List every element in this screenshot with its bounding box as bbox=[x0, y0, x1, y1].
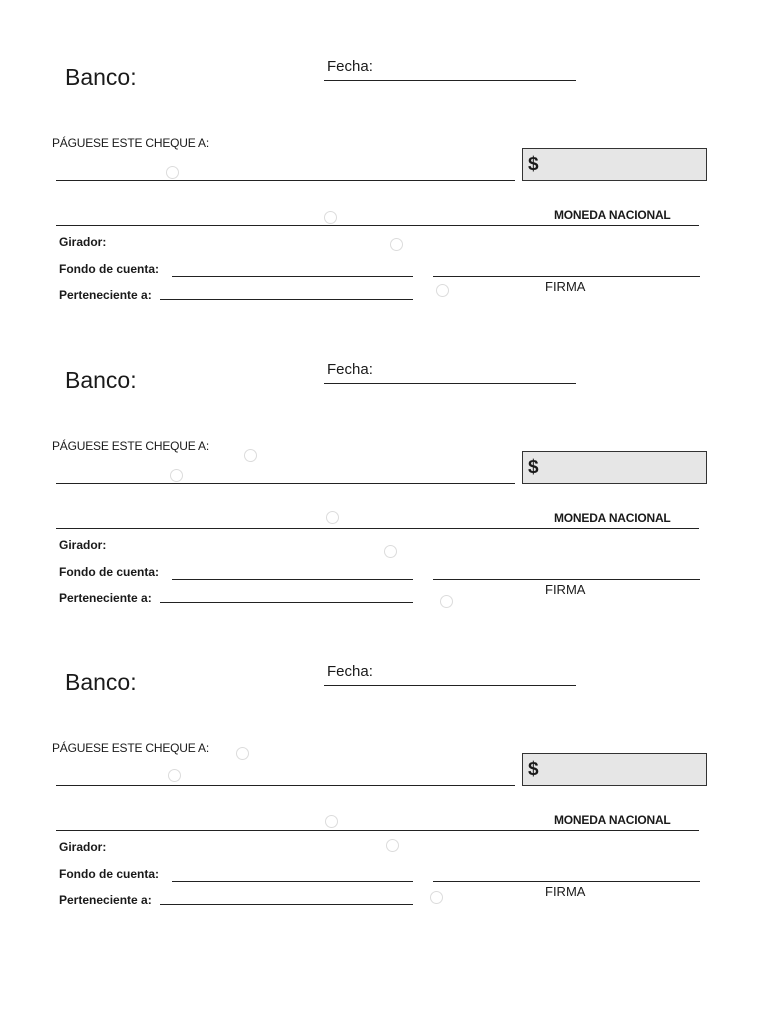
scan-speck bbox=[390, 238, 403, 251]
bank-label: Banco: bbox=[65, 64, 137, 90]
date-field-line[interactable] bbox=[324, 383, 576, 384]
scan-speck bbox=[236, 747, 249, 760]
scan-speck bbox=[326, 511, 339, 524]
cheque-2 bbox=[0, 303, 768, 605]
payee-field-line[interactable] bbox=[56, 785, 515, 786]
amount-words-line[interactable] bbox=[56, 225, 699, 226]
payee-label: PÁGUESE ESTE CHEQUE A: bbox=[52, 136, 209, 150]
amount-box[interactable] bbox=[522, 148, 707, 181]
account-label: Fondo de cuenta: bbox=[59, 262, 159, 276]
payee-label: PÁGUESE ESTE CHEQUE A: bbox=[52, 741, 209, 755]
signature-label: FIRMA bbox=[545, 582, 586, 597]
owner-field-line[interactable] bbox=[160, 904, 413, 905]
payee-label: PÁGUESE ESTE CHEQUE A: bbox=[52, 439, 209, 453]
signature-label: FIRMA bbox=[545, 884, 586, 899]
cheque-1 bbox=[0, 0, 768, 302]
bank-label: Banco: bbox=[65, 367, 137, 393]
drawer-label: Girador: bbox=[59, 538, 107, 552]
bank-label: Banco: bbox=[65, 669, 137, 695]
scan-speck bbox=[166, 166, 179, 179]
dollar-sign: $ bbox=[528, 457, 539, 478]
account-field-line[interactable] bbox=[172, 276, 413, 277]
scan-speck bbox=[325, 815, 338, 828]
signature-line[interactable] bbox=[433, 881, 700, 882]
dollar-sign: $ bbox=[528, 154, 539, 175]
drawer-label: Girador: bbox=[59, 235, 107, 249]
owner-label: Perteneciente a: bbox=[59, 591, 152, 605]
account-label: Fondo de cuenta: bbox=[59, 867, 159, 881]
currency-label: MONEDA NACIONAL bbox=[554, 813, 671, 827]
date-label: Fecha: bbox=[327, 361, 373, 378]
signature-line[interactable] bbox=[433, 579, 700, 580]
account-field-line[interactable] bbox=[172, 579, 413, 580]
amount-words-line[interactable] bbox=[56, 830, 699, 831]
date-field-line[interactable] bbox=[324, 685, 576, 686]
owner-label: Perteneciente a: bbox=[59, 893, 152, 907]
scan-speck bbox=[324, 211, 337, 224]
date-field-line[interactable] bbox=[324, 80, 576, 81]
signature-line[interactable] bbox=[433, 276, 700, 277]
amount-words-line[interactable] bbox=[56, 528, 699, 529]
scan-speck bbox=[168, 769, 181, 782]
payee-field-line[interactable] bbox=[56, 483, 515, 484]
dollar-sign: $ bbox=[528, 759, 539, 780]
currency-label: MONEDA NACIONAL bbox=[554, 208, 671, 222]
account-label: Fondo de cuenta: bbox=[59, 565, 159, 579]
date-label: Fecha: bbox=[327, 663, 373, 680]
amount-box[interactable] bbox=[522, 451, 707, 484]
owner-label: Perteneciente a: bbox=[59, 288, 152, 302]
scan-speck bbox=[386, 839, 399, 852]
date-label: Fecha: bbox=[327, 58, 373, 75]
scan-speck bbox=[384, 545, 397, 558]
currency-label: MONEDA NACIONAL bbox=[554, 511, 671, 525]
scan-speck bbox=[436, 284, 449, 297]
signature-label: FIRMA bbox=[545, 279, 586, 294]
cheque-3 bbox=[0, 605, 768, 907]
amount-box[interactable] bbox=[522, 753, 707, 786]
scan-speck bbox=[430, 891, 443, 904]
account-field-line[interactable] bbox=[172, 881, 413, 882]
owner-field-line[interactable] bbox=[160, 299, 413, 300]
scan-speck bbox=[244, 449, 257, 462]
owner-field-line[interactable] bbox=[160, 602, 413, 603]
payee-field-line[interactable] bbox=[56, 180, 515, 181]
drawer-label: Girador: bbox=[59, 840, 107, 854]
scan-speck bbox=[170, 469, 183, 482]
